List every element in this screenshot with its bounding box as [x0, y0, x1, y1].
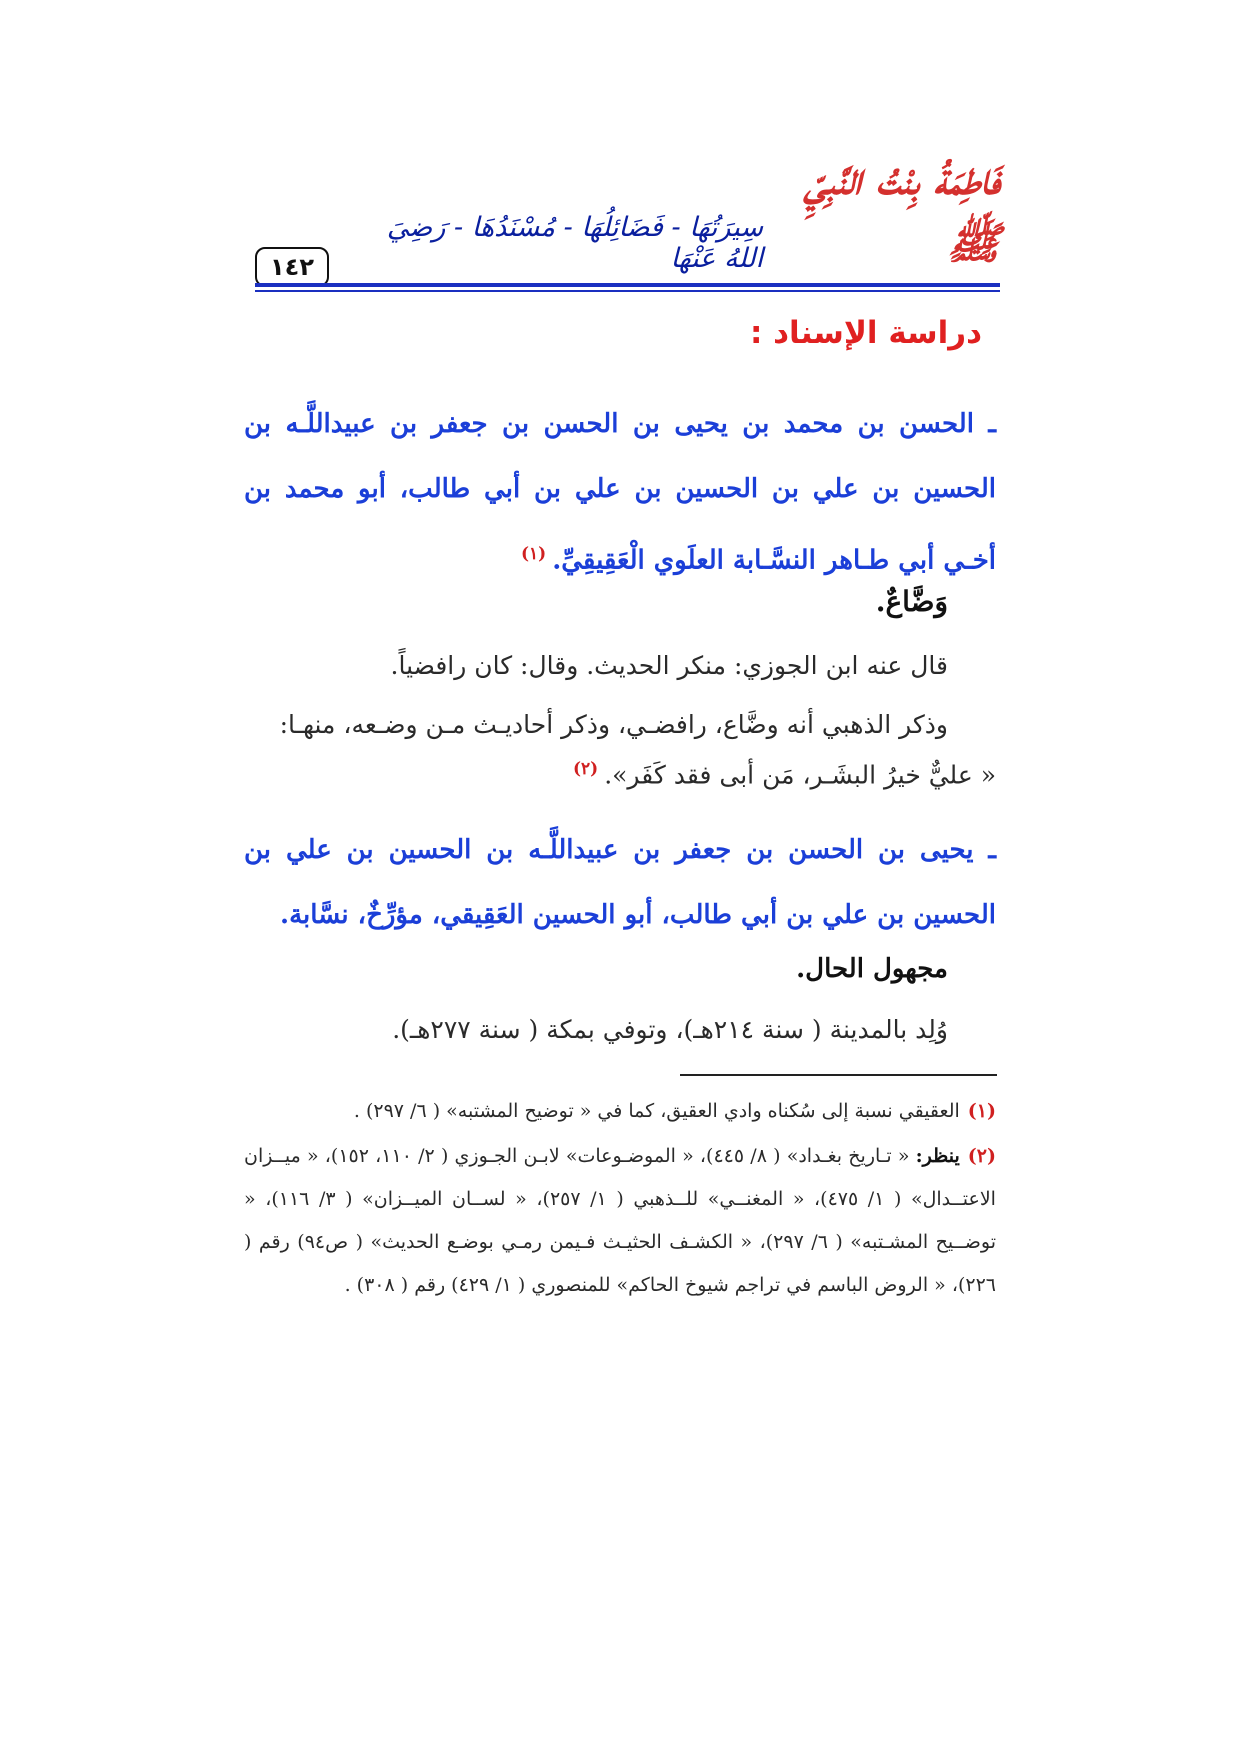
book-title: [360, 154, 1000, 280]
book-title-sub: سِيرَتُهَا - فَضَائِلُهَا - مُسْنَدُهَا - رَضِيَ اللهُ عَنْهَا: [386, 212, 764, 274]
narrator-1-entry: [244, 392, 996, 594]
footnote-2-number: (٢): [967, 1145, 996, 1167]
footnote-1: [244, 1090, 996, 1133]
page-header: [255, 154, 1000, 295]
header-rule: [255, 283, 1000, 287]
footnote-separator: [680, 1074, 997, 1076]
narrator-2-name: ـ يحيى بن الحسن بن جعفر بن عبيداللَّـه بن الحسين بن علي بن الحسين بن علي بن أبي طالب، أبو الحسين العَقِيقي، مؤرِّخٌ، نسَّابة.: [244, 835, 996, 930]
narrator-1-paragraph-1: قال عنه ابن الجوزي: منكر الحديث. وقال: كان رافضياً.: [390, 651, 948, 680]
footnote-ref-2: (٢): [572, 759, 599, 779]
narrator-1-verdict: وَضَّاعٌ.: [875, 585, 948, 618]
narrator-1-name: ـ الحسن بن محمد بن يحيى بن الحسن بن جعفر بن عبيداللَّـه بن الحسين بن علي بن الحسين بن علي بن أبي طالب، أبو محمد بن أخـي أبي طـاهر النسَّـابة العلَوي الْعَقِيقِيِّ.: [244, 409, 996, 576]
header-rule-thin: [255, 290, 1000, 292]
narrator-2-paragraph-1: وُلِد بالمدينة ( سنة ٢١٤هـ)، وتوفي بمكة ( سنة ٢٧٧هـ).: [392, 1015, 948, 1044]
narrator-1-quote: [244, 747, 996, 797]
footnote-ref-1: (١): [520, 544, 547, 564]
footnote-2: [244, 1135, 996, 1307]
section-heading: دراسة الإسناد :: [749, 315, 982, 351]
book-title-main: فَاطِمَةُ بِنْتُ النَّبِيِّ ﷺ: [804, 154, 1000, 269]
narrator-1-quote-text: « عليٌّ خيرُ البشَـر، مَن أبى فقد كَفَر».: [604, 760, 996, 790]
narrator-1-paragraph-2: [244, 703, 996, 797]
narrator-1-paragraph-2-text: وذكر الذهبي أنه وضَّاع، رافضـي، وذكر أحاديـث مـن وضـعه، منهـا:: [279, 710, 948, 739]
narrator-2-verdict: مجهول الحال.: [796, 954, 948, 984]
footnote-2-text: « تـاريخ بغـداد» ( ٨/ ٤٤٥)، « الموضـوعات» لابـن الجـوزي ( ٢/ ١١٠، ١٥٢)، « ميــزان الاعتــدال» ( ١/ ٤٧٥)، « المغنــي» للــذهبي ( ١/ ٢٥٧)، « لســان الميــزان» ( ٣/ ١١٦)، « توضــيح المشـتبه» ( ٦/ ٢٩٧)، « الكشـف الحثيـث فـيمن رمـي بوضـع الحديث» ( ص٩٤) رقم ( ٢٢٦)، « الروض الباسم في تراجم شيوخ الحاكم» للمنصوري ( ١/ ٤٢٩) رقم ( ٣٠٨) .: [244, 1145, 996, 1296]
footnote-1-text: العقيقي نسبة إلى سُكناه وادي العقيق، كما في « توضيح المشتبه» ( ٦/ ٢٩٧) .: [353, 1100, 960, 1122]
footnote-2-label: ينظر:: [915, 1145, 960, 1167]
footnote-1-number: (١): [967, 1100, 996, 1122]
narrator-2-entry: [244, 818, 996, 948]
page-number: ١٤٢: [255, 247, 329, 287]
